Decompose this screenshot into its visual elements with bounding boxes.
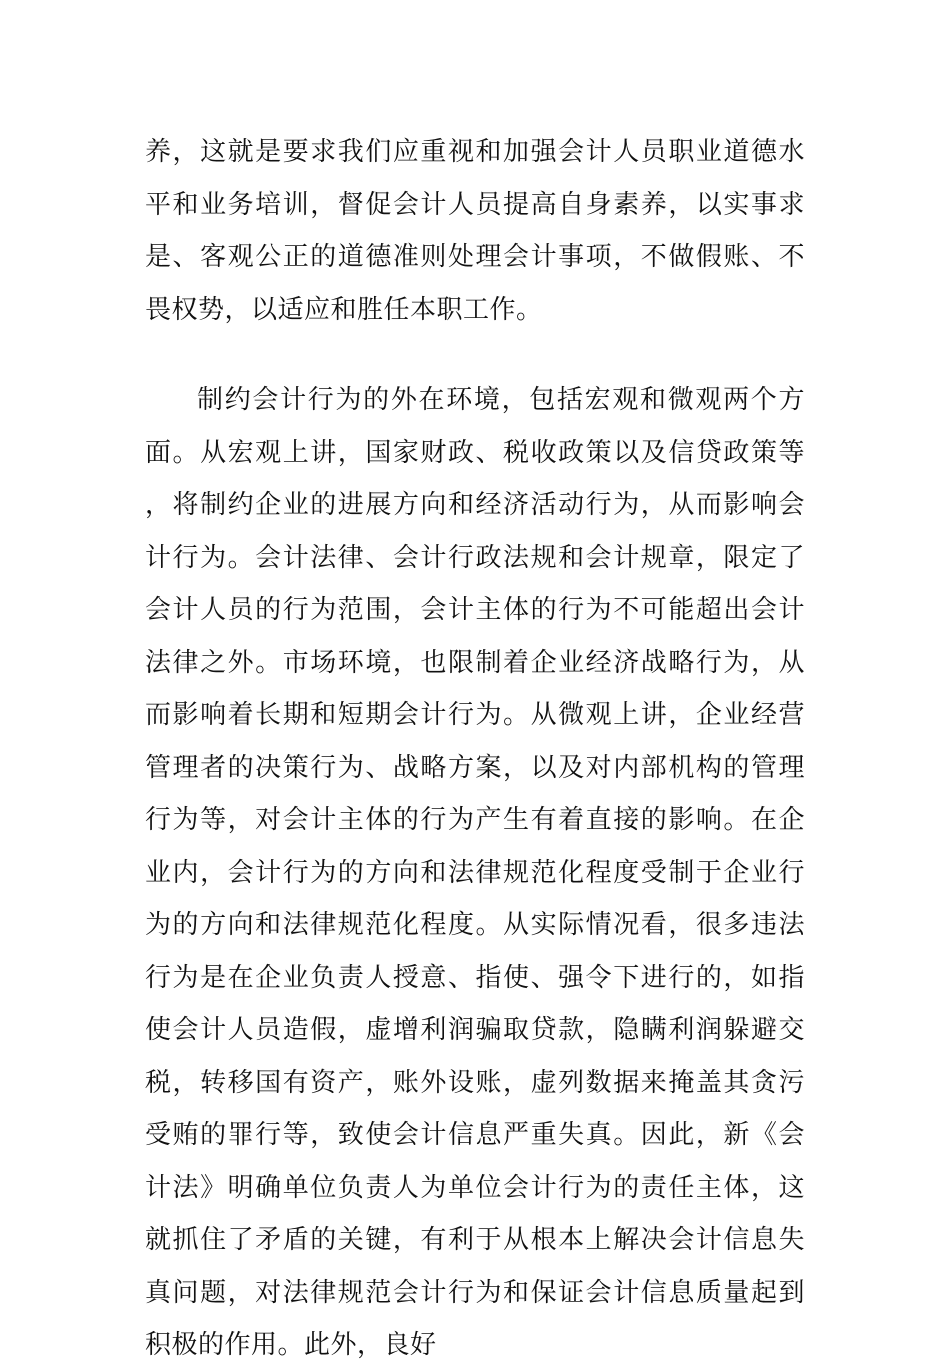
- paragraph-continuation: 养，这就是要求我们应重视和加强会计人员职业道德水平和业务培训，督促会计人员提高自身素养，以实事求是、客观公正的道德准则处理会计事项，不做假账、不畏权势，以适应和胜任本职工作。: [145, 137, 805, 325]
- paragraph-external-environment: 制约会计行为的外在环境，包括宏观和微观两个方面。从宏观上讲，国家财政、税收政策以及信贷政策等，将制约企业的进展方向和经济活动行为，从而影响会计行为。会计法律、会计行政法规和会计规章，限定了会计人员的行为范围，会计主体的行为不可能超出会计法律之外。市场环境，也限制着企业经济战略行为，从而影响着长期和短期会计行为。从微观上讲，企业经营管理者的决策行为、战略方案，以及对内部机构的管理行为等，对会计主体的行为产生有着直接的影响。在企业内，会计行为的方向和法律规范化程度受制于企业行为的方向和法律规范化程度。从实际情况看，很多违法行为是在企业负责人授意、指使、强令下进行的，如指使会计人员造假，虚增利润骗取贷款，隐瞒利润躲避交税，转移国有资产，账外设账，虚列数据来掩盖其贪污受贿的罪行等，致使会计信息严重失真。因此，新《会计法》明确单位负责人为单位会计行为的责任主体，这就抓住了矛盾的关键，有利于从根本上解决会计信息失真问题，对法律规范会计行为和保证会计信息质量起到积极的作用。此外，良好: [145, 385, 805, 1360]
